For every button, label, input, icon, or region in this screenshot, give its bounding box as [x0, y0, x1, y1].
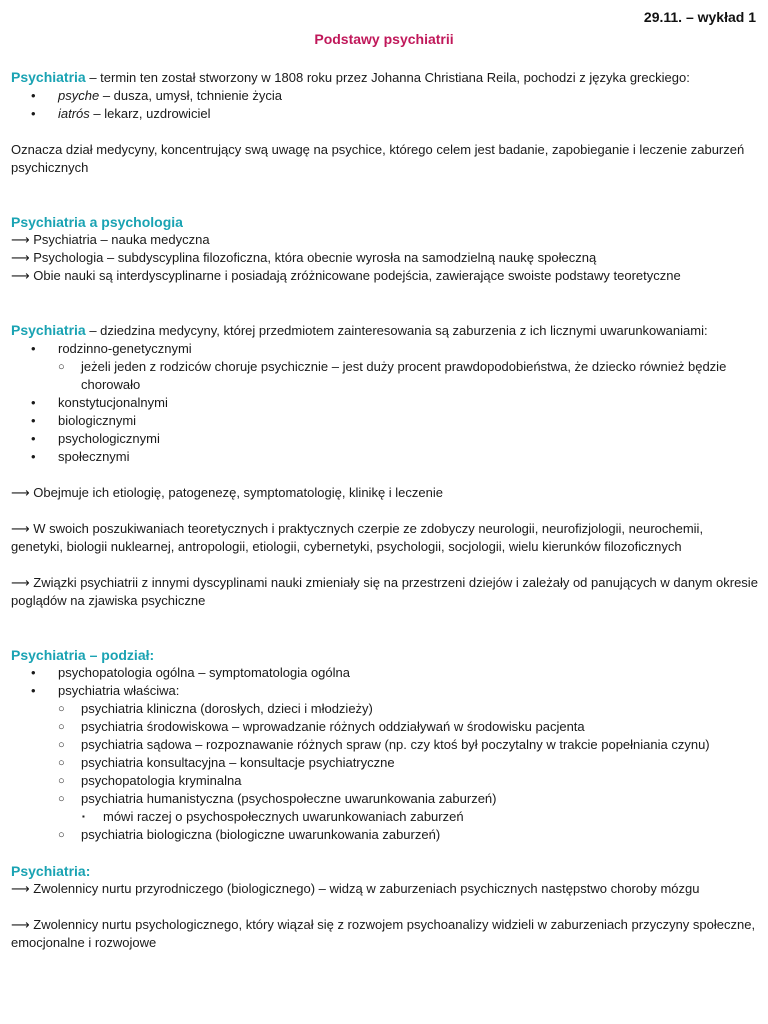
arrow-line: ⟶ W swoich poszukiwaniach teoretycznych i praktycznych czerpie ze zdobyczy neurologii, neurofizjologii, neurochemii, genetyki, biologii nuklearnej, antropologii, etiologii, cybernetyki, psychologii, socjologii, wielu kierunków filozoficznych: [11, 521, 704, 554]
page-title: Podstawy psychiatrii: [314, 31, 454, 47]
arrow-line: ⟶ Psychologia – subdyscyplina filozoficzna, która obecnie wyrosła na samodzielną naukę społeczną: [11, 250, 597, 265]
term-label: Psychiatria: [11, 69, 86, 85]
sub-sub-list-item: ▪ mówi raczej o psychospołecznych uwarunkowaniach zaburzeń: [82, 809, 464, 824]
bullet-icon: •: [31, 449, 36, 464]
paragraph: Oznacza dział medycyny, koncentrujący swą uwagę na psychice, którego celem jest badanie, zapobieganie i leczenie zaburzeń psychicznych: [11, 142, 745, 175]
definition-text: – termin ten został stworzony w 1808 roku przez Johanna Christiana Reila, pochodzi z języka greckiego:: [85, 70, 690, 85]
list-item: • biologicznymi: [31, 413, 137, 428]
sub-list-item: ○ jeżeli jeden z rodziców choruje psychicznie – jest duży procent prawdopodobieństwa, że dziecko również będzie chorowało: [58, 359, 727, 392]
circle-bullet-icon: ○: [58, 361, 65, 373]
arrow-line: ⟶ Związki psychiatrii z innymi dyscyplinami nauki zmieniały się na przestrzeni dziejów i zależały od panujących w danym okresie poglądów na zjawiska psychiczne: [11, 575, 758, 608]
sub-list-item: ○ psychiatria sądowa – rozpoznawanie różnych spraw (np. czy ktoś był poczytalny w trakcie popełniania czynu): [58, 737, 710, 752]
bullet-icon: •: [31, 683, 36, 698]
section-heading: Psychiatria:: [11, 863, 91, 879]
list-item: • iatrós – lekarz, uzdrowiciel: [31, 106, 211, 121]
bullet-icon: •: [31, 341, 36, 356]
bullet-icon: •: [31, 431, 36, 446]
section-heading: Psychiatria – podział:: [11, 647, 155, 663]
circle-bullet-icon: ○: [58, 739, 65, 751]
sub-list-item: ○ psychiatria humanistyczna (psychospołeczne uwarunkowania zaburzeń): [58, 791, 497, 806]
arrow-line: ⟶ Obie nauki są interdyscyplinarne i posiadają zróżnicowane podejścia, zawierające swoiste podstawy teoretyczne: [11, 268, 681, 283]
circle-bullet-icon: ○: [58, 829, 65, 841]
definition-paragraph: [11, 68, 758, 87]
sub-list-item: ○ psychiatria kliniczna (dorosłych, dzieci i młodzieży): [58, 701, 373, 716]
bullet-icon: •: [31, 106, 36, 121]
sub-list-item: ○ psychopatologia kryminalna: [58, 773, 242, 788]
circle-bullet-icon: ○: [58, 721, 65, 733]
sub-list-item: ○ psychiatria konsultacyjna – konsultacje psychiatryczne: [58, 755, 395, 770]
list-item: • społecznymi: [31, 449, 130, 464]
circle-bullet-icon: ○: [58, 757, 65, 769]
circle-bullet-icon: ○: [58, 775, 65, 787]
arrow-line: ⟶ Obejmuje ich etiologię, patogenezę, symptomatologię, klinikę i leczenie: [11, 485, 443, 500]
arrow-line: ⟶ Zwolennicy nurtu przyrodniczego (biologicznego) – widzą w zaburzeniach psychicznych następstwo choroby mózgu: [11, 881, 700, 896]
bullet-icon: •: [31, 395, 36, 410]
list-item: • psyche – dusza, umysł, tchnienie życia: [31, 88, 283, 103]
section-heading: Psychiatria a psychologia: [11, 214, 183, 230]
sub-list-item: ○ psychiatria środowiskowa – wprowadzanie różnych oddziaływań w środowisku pacjenta: [58, 719, 585, 734]
bullet-icon: •: [31, 413, 36, 428]
list-item: • psychologicznymi: [31, 431, 160, 446]
arrow-line: ⟶ Zwolennicy nurtu psychologicznego, który wiązał się z rozwojem psychoanalizy widzieli w zaburzeniach przyczyny społeczne, emocjonalne i rozwojowe: [11, 917, 756, 950]
list-item: • konstytucjonalnymi: [31, 395, 168, 410]
lecture-date: 29.11. – wykład 1: [643, 9, 756, 25]
bullet-icon: •: [31, 88, 36, 103]
bullet-icon: •: [31, 665, 36, 680]
document-body: [11, 68, 758, 952]
circle-bullet-icon: ○: [58, 703, 65, 715]
list-item: • psychopatologia ogólna – symptomatologia ogólna: [31, 665, 350, 680]
circle-bullet-icon: ○: [58, 793, 65, 805]
term-label: Psychiatria: [11, 322, 86, 338]
definition-paragraph: Psychiatria – dziedzina medycyny, której przedmiotem zainteresowania są zaburzenia z ich licznymi uwarunkowaniami:: [11, 322, 708, 338]
arrow-line: ⟶ Psychiatria – nauka medyczna: [11, 232, 210, 247]
sub-list-item: ○ psychiatria biologiczna (biologiczne uwarunkowania zaburzeń): [58, 827, 441, 842]
list-item: • psychiatria właściwa:: [31, 683, 180, 698]
square-bullet-icon: ▪: [82, 812, 85, 821]
list-item: • rodzinno-genetycznymi: [31, 341, 192, 356]
